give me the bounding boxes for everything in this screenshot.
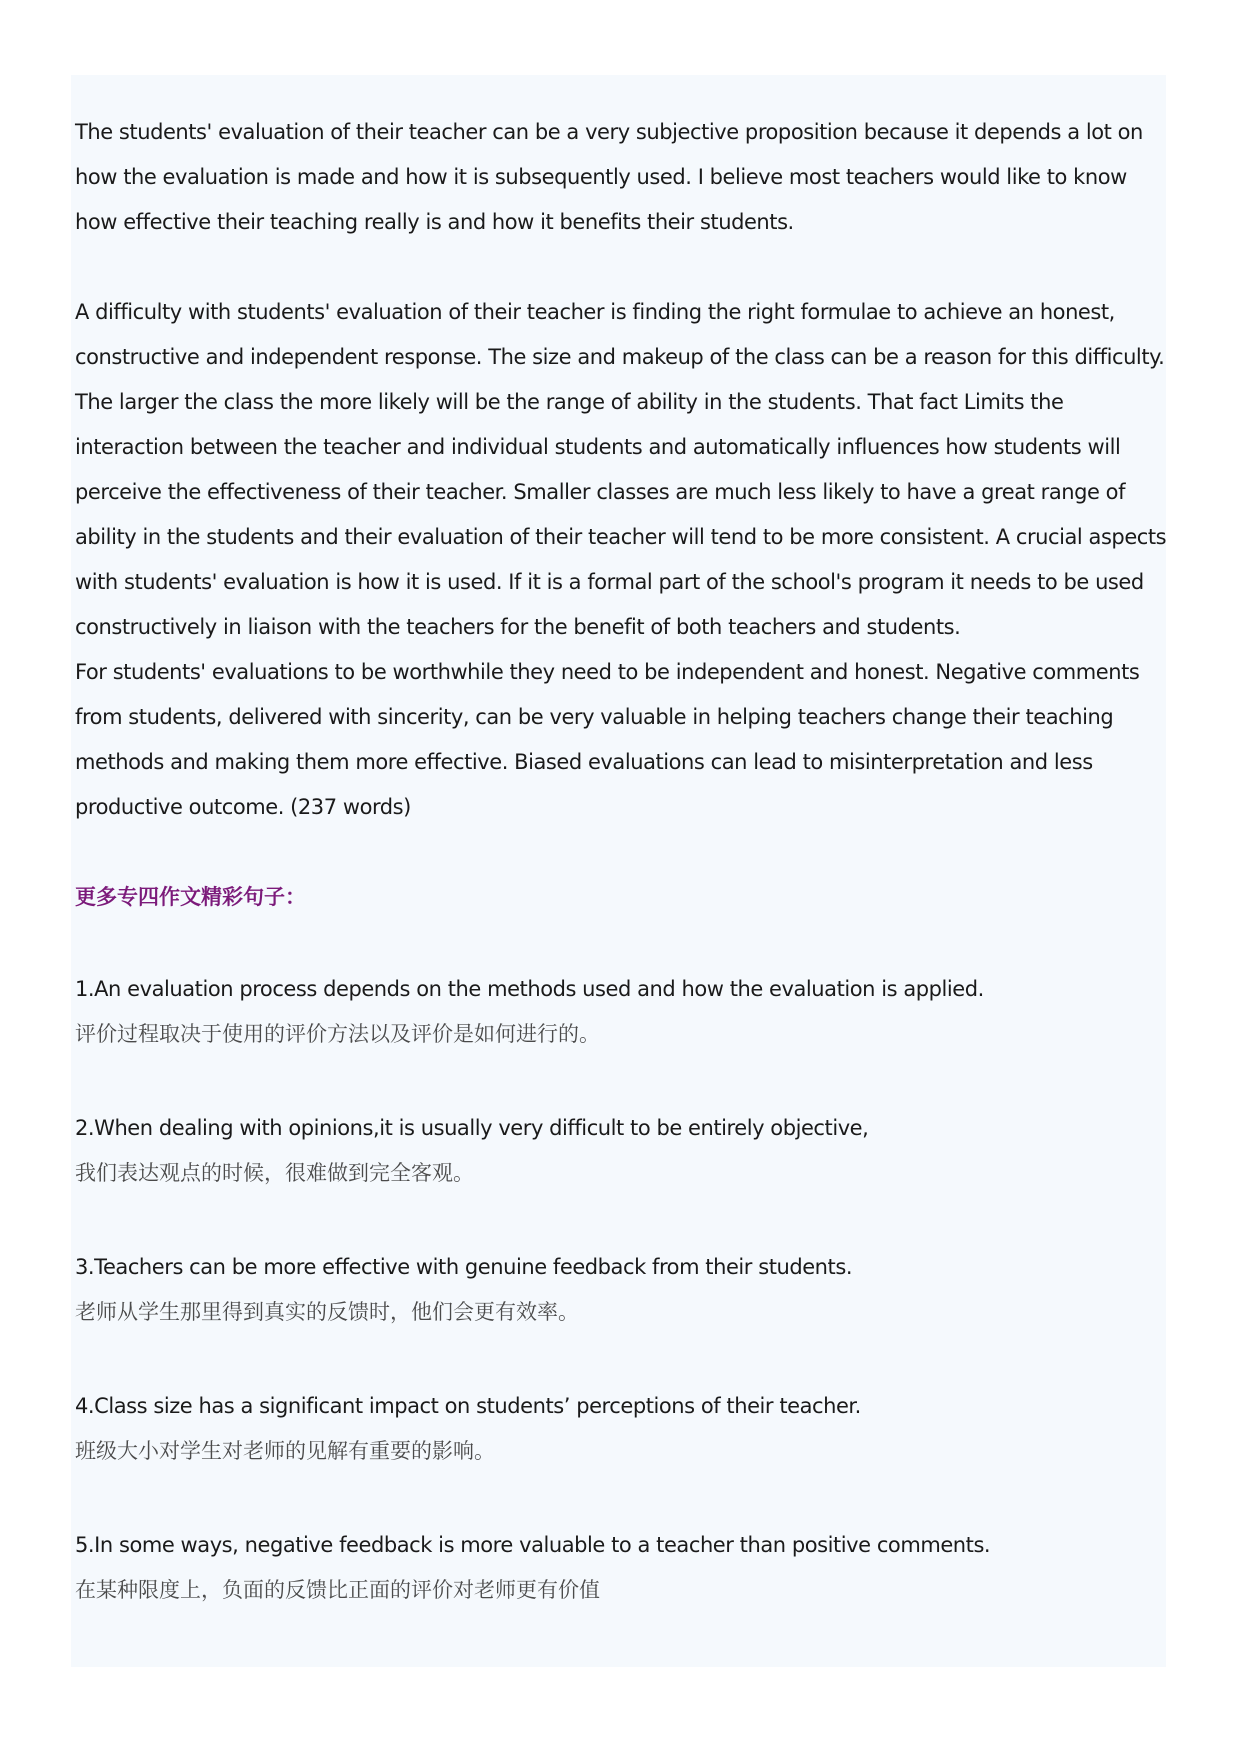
- sentence-chinese: 班级大小对学生对老师的见解有重要的影响。: [75, 1439, 495, 1463]
- sentence-chinese: 在某种限度上，负面的反馈比正面的评价对老师更有价值: [75, 1578, 600, 1602]
- sentence-english: 4.Class size has a significant impact on students’ perceptions of their teacher.: [75, 1394, 861, 1418]
- sentence-chinese: 老师从学生那里得到真实的反馈时，他们会更有效率。: [75, 1300, 579, 1324]
- list-item: [75, 967, 1167, 1106]
- sentence-chinese: 评价过程取决于使用的评价方法以及评价是如何进行的。: [75, 1022, 600, 1046]
- list-item: [75, 1106, 1167, 1245]
- essay-paragraph-1: The students' evaluation of their teacher can be a very subjective proposition because it depends a lot on how the evaluation is made and how it is subsequently used. I believe most teachers would like to know how effective their teaching really is and how it benefits their students.: [75, 120, 1143, 234]
- sentence-english: 1.An evaluation process depends on the methods used and how the evaluation is applied.: [75, 977, 984, 1001]
- sentence-english: 2.When dealing with opinions,it is usually very difficult to be entirely objective,: [75, 1116, 869, 1140]
- list-item: [75, 1523, 1167, 1662]
- list-item: [75, 1245, 1167, 1384]
- essay-paragraph-2: A difficulty with students' evaluation of their teacher is finding the right formulae to achieve an honest, constructive and independent response. The size and makeup of the class can be a reason for this difficulty. The larger the class the more likely will be the range of ability in the students. That fact Limits the interaction between the teacher and individual students and automatically influences how students will perceive the effectiveness of their teacher. Smaller classes are much less likely to have a great range of ability in the students and their evaluation of their teacher will tend to be more consistent. A crucial aspects with students' evaluation is how it is used. If it is a formal part of the school's program it needs to be used constructively in liaison with the teachers for the benefit of both teachers and students.: [75, 300, 1167, 639]
- document-body: [75, 110, 1167, 1662]
- essay-paragraph-3: For students' evaluations to be worthwhile they need to be independent and honest. Negative comments from students, delivered with sincerity, can be very valuable in helping teachers change their teaching methods and making them more effective. Biased evaluations can lead to misinterpretation and less productive outcome. (237 words): [75, 660, 1140, 819]
- sentence-english: 5.In some ways, negative feedback is more valuable to a teacher than positive comments.: [75, 1533, 991, 1557]
- paragraph-spacer: [75, 245, 1167, 290]
- section-heading: 更多专四作文精彩句子：: [75, 885, 306, 909]
- sentence-chinese: 我们表达观点的时候，很难做到完全客观。: [75, 1161, 474, 1185]
- sentence-list: [75, 967, 1167, 1662]
- list-item: [75, 1384, 1167, 1523]
- sentence-english: 3.Teachers can be more effective with genuine feedback from their students.: [75, 1255, 853, 1279]
